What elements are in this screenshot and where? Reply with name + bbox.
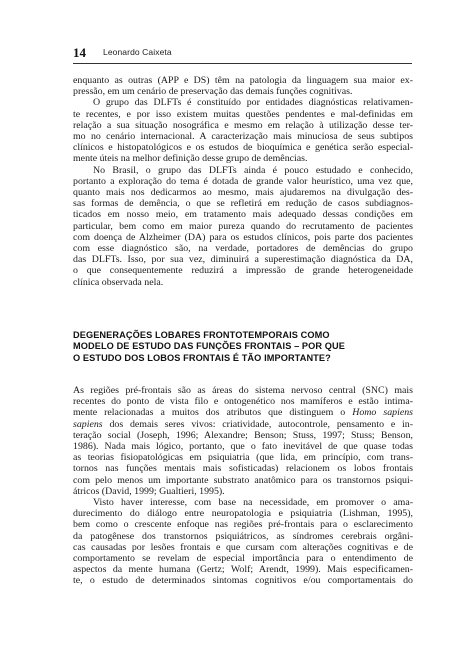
heading-line: DEGENERAÇÕES LOBARES FRONTOTEMPORAIS COMO <box>73 330 330 340</box>
text-line: durecimento do diálogo entre neuropatologia e psiquiatria (Lishman, 1995), <box>73 508 413 520</box>
text-line: pressão, em um cenário de preservação das demais funções cognitivas. <box>73 86 353 98</box>
text-line: enquanto as outras (APP e DS) têm na patologia da linguagem sua maior ex- <box>73 75 413 86</box>
text-line: mente úteis na melhor definição desse grupo de demências. <box>73 153 308 165</box>
text-line: ticados em nosso meio, em tratamento mais adequado dessas condições em <box>73 209 413 221</box>
page-number: 14 <box>73 45 86 60</box>
text-fragment: mente relacionadas a muitos dos atributos que distinguem o <box>73 407 346 419</box>
section-2-text <box>73 385 413 587</box>
section-1-text <box>73 75 413 288</box>
running-header <box>73 45 413 65</box>
text-line: 1986). Nada mais lógico, portanto, que o fato inevitável de que quase todas <box>73 441 413 453</box>
text-line: relação a sua situação nosográfica e mesmo em relação à utilização desse ter- <box>73 119 413 131</box>
text-line: átricos (David, 1999; Gualtieri, 1995). <box>73 485 225 497</box>
text-line: Visto haver interesse, com base na necessidade, em promover o ama- <box>93 497 413 509</box>
text-line: portanto a exploração do tema é dotada de grande valor heurístico, uma vez que, <box>73 175 413 187</box>
text-line: da patogênese dos transtornos psiquiátricos, as síndromes cerebrais orgâni- <box>73 530 413 542</box>
text-line: teração social (Joseph, 1996; Alexandre; Benson; Stuss, 1997; Stuss; Benson, <box>73 429 413 441</box>
text-line: das DLFTs. Isso, por sua vez, diminuirá a superestimação diagnóstica da DA, <box>73 254 413 266</box>
italic-species-name: sapiens <box>73 418 103 430</box>
running-header-author: Leonardo Caixeta <box>103 47 172 57</box>
italic-species-name: Homo sapiens <box>352 407 413 419</box>
section-heading <box>73 330 413 364</box>
text-line: clínica observada nela. <box>73 276 164 288</box>
text-line: O grupo das DLFTs é constituído por entidades diagnósticas relativamen- <box>93 97 413 109</box>
text-line: bem como o crescente enfoque nas regiões pré-frontais para o esclarecimento <box>73 519 413 531</box>
text-line: comportamento se revelam de especial importância para o entendimento de <box>73 553 413 565</box>
text-line <box>73 407 413 418</box>
header-rule <box>73 63 412 64</box>
heading-line: O ESTUDO DOS LOBOS FRONTAIS É TÃO IMPORTANTE? <box>73 352 331 363</box>
text-line: cas causadas por lesões frontais e que cursam com alterações cognitivas e de <box>73 541 413 553</box>
text-fragment: dos demais seres vivos: criatividade, autocontrole, pensamento e in- <box>109 418 413 430</box>
text-line: te, o estudo de determinados sintomas cognitivos e/ou comportamentais do <box>73 575 413 587</box>
text-line: o que consequentemente reduzirá a impressão de grande heterogeneidade <box>73 265 413 277</box>
heading-line: MODELO DE ESTUDO DAS FUNÇÕES FRONTAIS – POR QUE <box>73 341 346 352</box>
text-line: mo no cenário internacional. A caracterização mais minuciosa de seus subtipos <box>73 131 413 143</box>
text-line: com doença de Alzheimer (DA) para os estudos clínicos, pois parte dos pacientes <box>73 231 413 243</box>
text-line: tornos nas funções mentais mais sofisticadas) relacionem os lobos frontais <box>73 463 413 475</box>
text-line: te recentes, e por isso existem muitas questões pendentes e mal-definidas em <box>73 108 413 120</box>
text-line: particular, bem como em maior pureza quando do recrutamento de pacientes <box>73 220 413 232</box>
text-line: aspectos da mente humana (Gertz; Wolf; Arendt, 1999). Mais especificamen- <box>73 564 413 576</box>
text-line: recentes do ponto de vista filo e ontogenético nos mamíferos e estão intima- <box>73 396 413 408</box>
text-line <box>73 419 413 430</box>
text-line: com pelo menos um importante substrato anatômico para os transtornos psiqui- <box>73 474 413 486</box>
text-line: sas formas de demência, o que se refletirá em redução de casos subdiagnos- <box>73 198 413 210</box>
text-line: No Brasil, o grupo das DLFTs ainda é pouco estudado e conhecido, <box>93 164 413 176</box>
text-line: clínicos e histopatológicos e os estudos de bioquímica e genética serão especial- <box>73 142 413 154</box>
text-line: As regiões pré-frontais são as áreas do sistema nervoso central (SNC) mais <box>73 385 413 396</box>
text-line: com esse diagnóstico são, na verdade, portadores de demências do grupo <box>73 243 413 255</box>
text-line: as teorias fisiopatológicas em psiquiatria (que lida, em princípio, com trans- <box>73 452 413 464</box>
text-line: quanto mais nos dedicarmos ao mesmo, mais ajudaremos na divulgação des- <box>73 187 413 199</box>
